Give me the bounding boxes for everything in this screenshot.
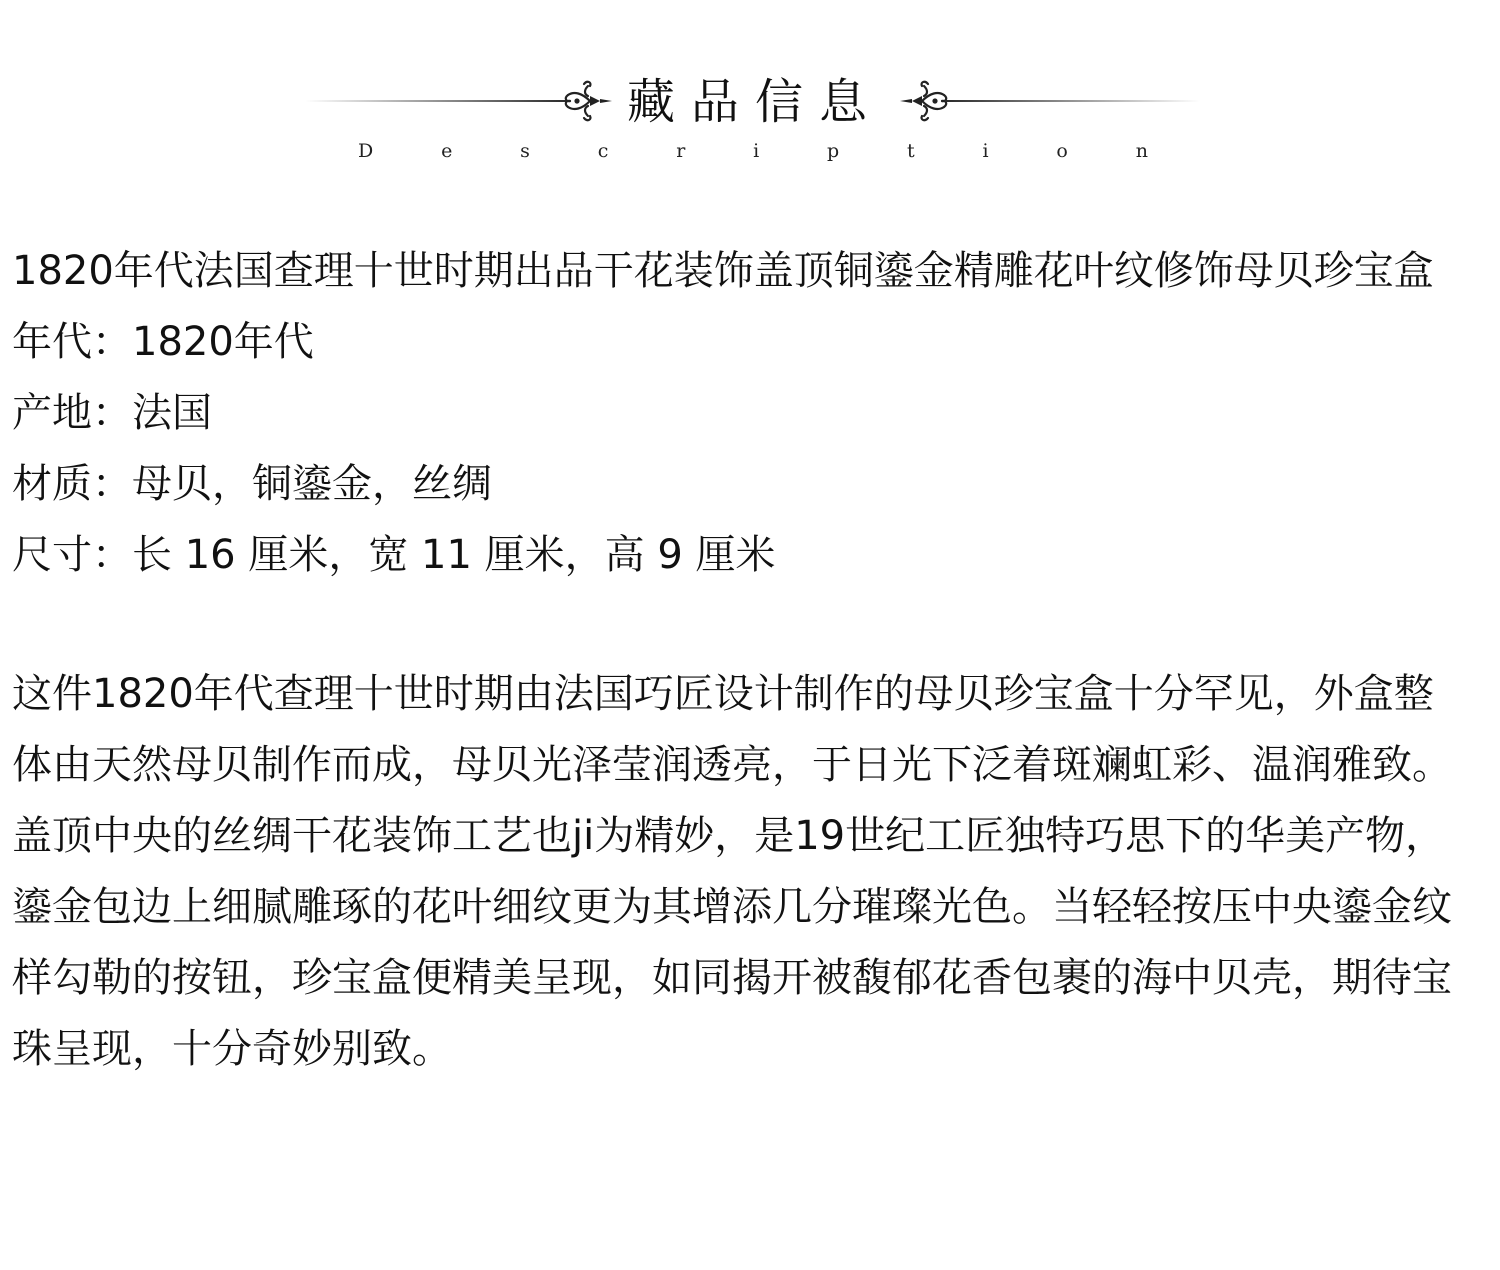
subtitle-letter: t [907,140,915,162]
subtitle-letter: D [358,140,374,162]
header-rule-right [945,100,1200,102]
subtitle-letter: p [827,140,840,162]
spec-origin: 产地：法国 [12,390,212,436]
product-content [12,236,1482,1085]
scroll-flourish-icon [560,74,612,128]
spec-era: 年代：1820年代 [12,319,314,365]
subtitle-letter: c [597,140,609,162]
product-title: 1820年代法国查理十世时期出品干花装饰盖顶铜鎏金精雕花叶纹修饰母贝珍宝盒 [12,248,1434,294]
subtitle-letter: r [676,140,686,162]
subtitle-letter: i [982,140,989,162]
header-rule-left [305,100,567,102]
spec-material: 材质：母贝，铜鎏金，丝绸 [12,461,492,507]
description-text: 这件1820年代查理十世时期由法国巧匠设计制作的母贝珍宝盒十分罕见，外盒整体由天然母贝制作而成，母贝光泽莹润透亮，于日光下泛着斑斓虹彩、温润雅致。盖顶中央的丝绸干花装饰工艺也ji为精妙，是19世纪工匠独特巧思下的华美产物，鎏金包边上细腻雕琢的花叶细纹更为其增添几分璀璨光色。当轻轻按压中央鎏金纹样勾勒的按钮，珍宝盒便精美呈现，如同揭开被馥郁花香包裹的海中贝壳，期待宝珠呈现，十分奇妙别致。 [12,671,1452,1072]
section-header [0,60,1500,170]
subtitle-letter: n [1135,140,1148,162]
spec-dimensions: 尺寸：长 16 厘米，宽 11 厘米，高 9 厘米 [12,532,776,578]
subtitle-letter: i [753,140,760,162]
subtitle-letter: e [441,140,453,162]
subtitle-letter: s [520,140,530,162]
product-description [12,659,1457,1085]
section-title: 藏品信息 [626,74,883,130]
subtitle-letter: o [1056,140,1068,162]
product-info [12,236,1482,591]
section-subtitle [358,138,1148,164]
